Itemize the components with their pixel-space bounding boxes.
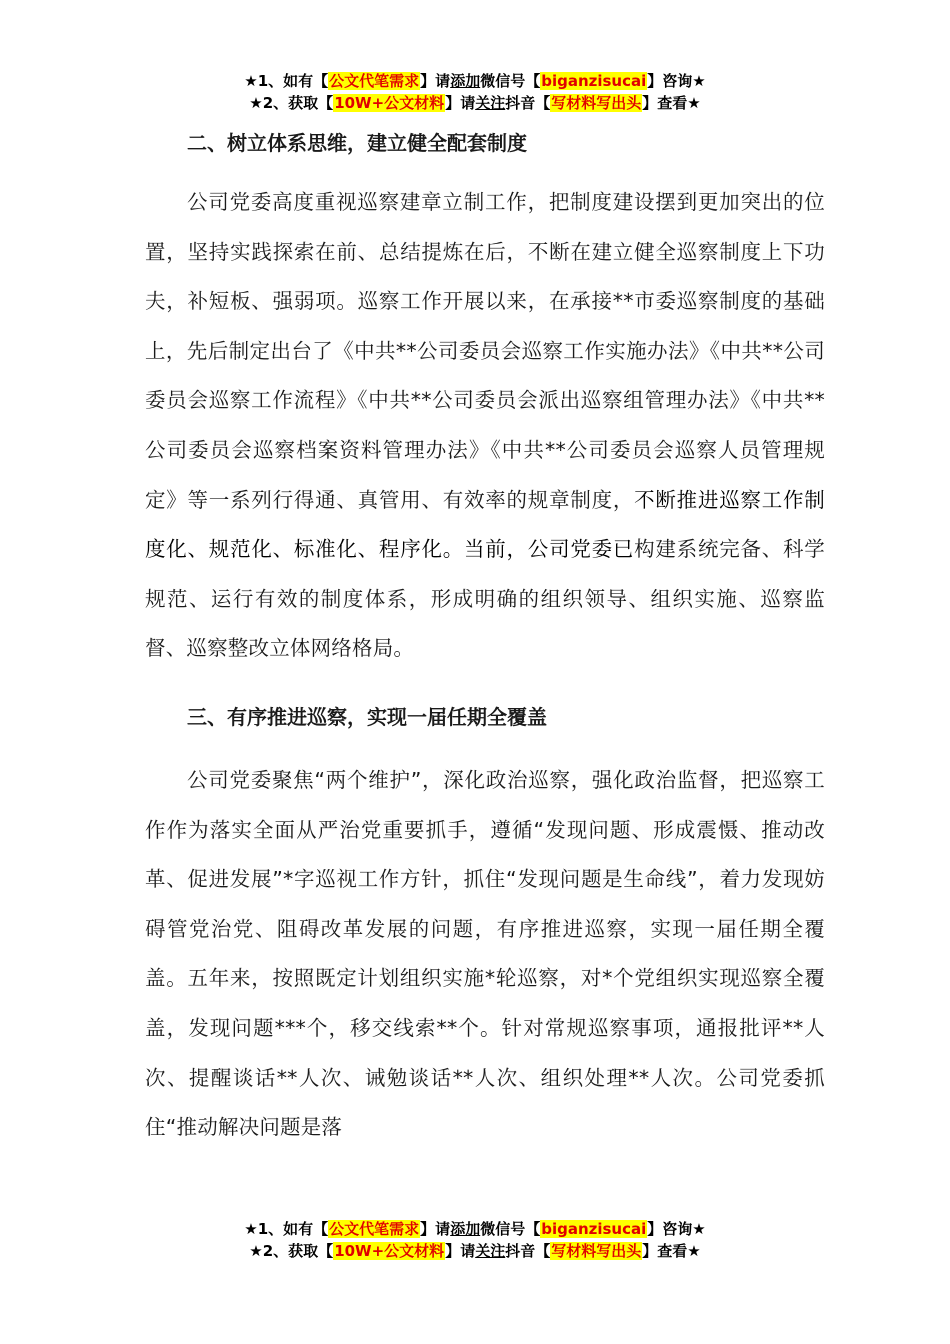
footer-banner (0, 1218, 950, 1262)
highlight-douyin-account: 写材料写出头 (551, 1242, 642, 1260)
banner-line-2: ★2、获取【10W+公文材料】请关注抖音【写材料写出头】查看★ (249, 1242, 701, 1260)
banner-line-1: ★1、如有【公文代笔需求】请添加微信号【biganzisucai】咨询★ (244, 1220, 706, 1238)
highlight-wechat-id: biganzisucai (541, 1220, 647, 1238)
document-body (145, 128, 825, 1153)
highlight-ghostwriting: 公文代笔需求 (329, 1220, 420, 1238)
banner-line-2: ★2、获取【10W+公文材料】请关注抖音【写材料写出头】查看★ (249, 94, 701, 112)
section-2-heading: 二、树立体系思维，建立健全配套制度 (187, 131, 527, 155)
highlight-materials: 10W+公文材料 (334, 1242, 445, 1260)
emphasis-text: 不断推进巡察工作制度化、规范化、标准化、程序化。当前，公司党委已 (145, 487, 825, 562)
section-3-paragraph: 公司党委聚焦“两个维护”，深化政治巡察，强化政治监督，把巡察工作作为落实全面从严治党重要抓手，遵循“发现问题、形成震慑、推动改革、促进发展”*字巡视工作方针，抓住“发现问题是生命线”，着力发现妨碍管党治党、阻碍改革发展的问题，有序推进巡察，实现一届任期全覆盖。五年来，按照既定计划组织实施*轮巡察，对*个党组织实现巡察全覆盖，发现问题***个，移交线索**个。针对常规巡察事项，通报批评**人次、提醒谈话**人次、诫勉谈话**人次、组织处理**人次。公司党委抓住“推动解决问题是落 (145, 767, 825, 1140)
section-3-heading: 三、有序推进巡察，实现一届任期全覆盖 (187, 704, 547, 729)
highlight-ghostwriting: 公文代笔需求 (329, 72, 420, 90)
highlight-materials: 10W+公文材料 (334, 94, 445, 112)
header-banner (0, 70, 950, 114)
banner-line-1: ★1、如有【公文代笔需求】请添加微信号【biganzisucai】咨询★ (244, 72, 706, 90)
section-2-paragraph: 公司党委高度重视巡察建章立制工作，把制度建设摆到更加突出的位置，坚持实践探索在前、总结提炼在后，不断在建立健全巡察制度上下功夫，补短板、强弱项。巡察工作开展以来，在承接**市委巡察制度的基础上，先后制定出台了《中共**公司委员会巡察工作实施办法》《中共**公司委员会巡察工作流程》《中共**公司委员会派出巡察组管理办法》《中共**公司委员会巡察档案资料管理办法》《中共**公司委员会巡察人员管理规定》等一系列行得通、真管用、有效率的规章制度，不断推进巡察工作制度化、规范化、标准化、程序化。当前，公司党委已构建系统完备、科学规范、运行有效的制度体系，形成明确的组织领导、组织实施、巡察监督、巡察整改立体网络格局。 (145, 190, 825, 661)
highlight-wechat-id: biganzisucai (541, 72, 647, 90)
highlight-douyin-account: 写材料写出头 (551, 94, 642, 112)
